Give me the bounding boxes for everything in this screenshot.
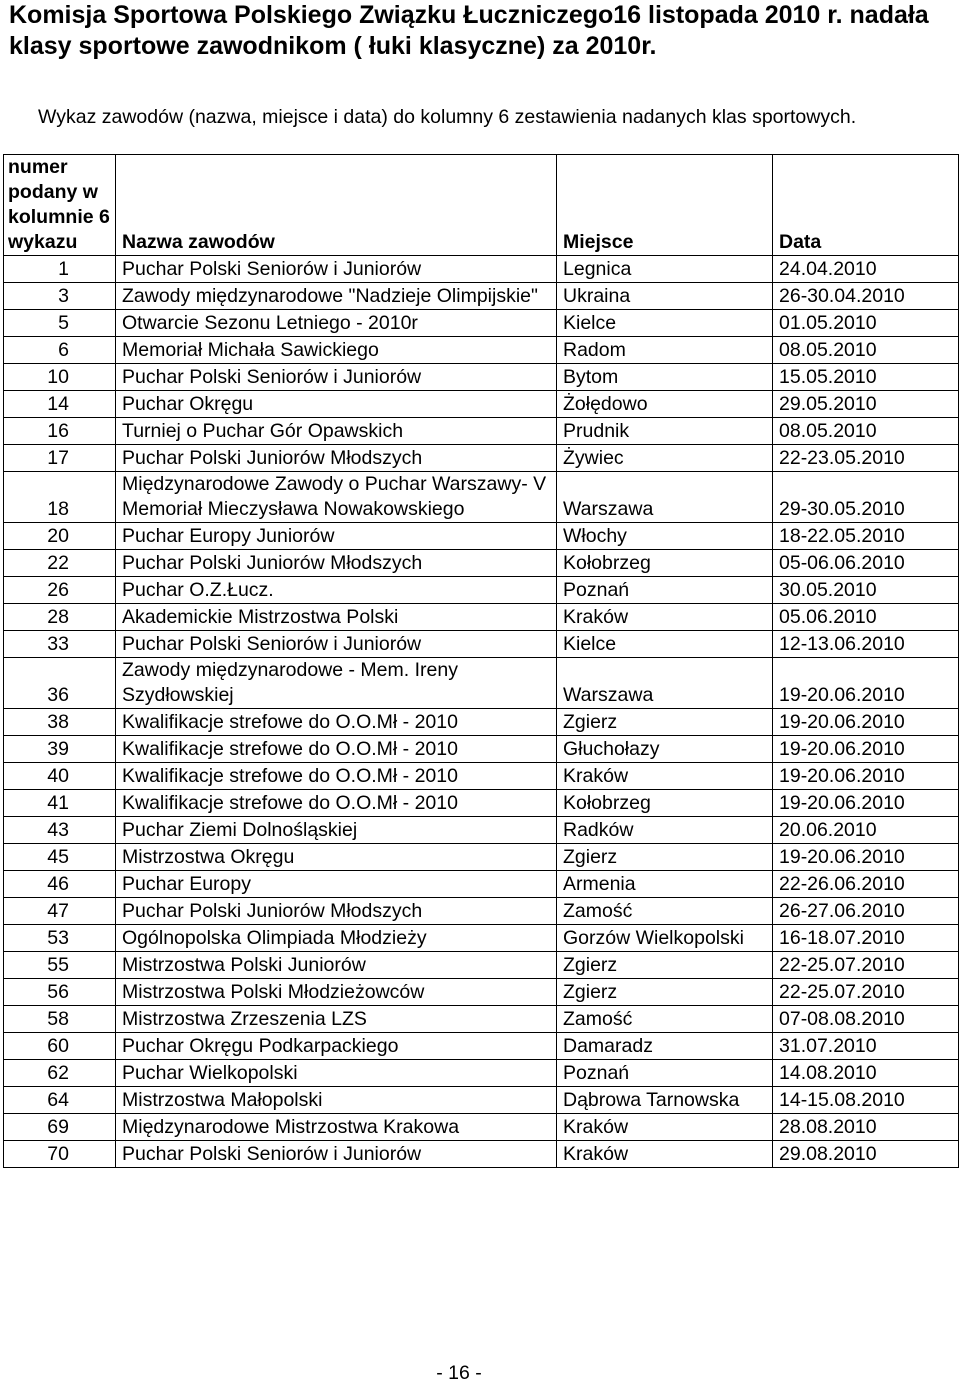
cell-date: 18-22.05.2010 (773, 523, 959, 550)
cell-number: 41 (4, 790, 116, 817)
cell-name: Puchar Europy (116, 871, 557, 898)
cell-name: Puchar Polski Seniorów i Juniorów (116, 1141, 557, 1168)
cell-number: 39 (4, 736, 116, 763)
cell-number: 16 (4, 418, 116, 445)
table-row (4, 418, 959, 445)
cell-name: Puchar O.Z.Łucz. (116, 577, 557, 604)
cell-number: 38 (4, 709, 116, 736)
cell-name: Zawody międzynarodowe - Mem. Ireny Szydłowskiej (116, 658, 557, 709)
table-row (4, 979, 959, 1006)
cell-date: 22-25.07.2010 (773, 979, 959, 1006)
cell-number: 22 (4, 550, 116, 577)
cell-number: 40 (4, 763, 116, 790)
table-row (4, 952, 959, 979)
cell-name: Puchar Polski Juniorów Młodszych (116, 550, 557, 577)
cell-number: 58 (4, 1006, 116, 1033)
cell-number: 70 (4, 1141, 116, 1168)
cell-date: 05.06.2010 (773, 604, 959, 631)
cell-number: 18 (4, 472, 116, 523)
table-row (4, 550, 959, 577)
table-body (4, 256, 959, 1168)
cell-date: 26-30.04.2010 (773, 283, 959, 310)
table-row (4, 1114, 959, 1141)
table-row (4, 256, 959, 283)
cell-number: 6 (4, 337, 116, 364)
cell-date: 19-20.06.2010 (773, 709, 959, 736)
cell-place: Zamość (557, 898, 773, 925)
table-row (4, 1033, 959, 1060)
cell-name: Międzynarodowe Mistrzostwa Krakowa (116, 1114, 557, 1141)
cell-number: 36 (4, 658, 116, 709)
cell-place: Warszawa (557, 472, 773, 523)
cell-place: Radom (557, 337, 773, 364)
cell-date: 12-13.06.2010 (773, 631, 959, 658)
cell-number: 47 (4, 898, 116, 925)
cell-name: Memoriał Michała Sawickiego (116, 337, 557, 364)
cell-date: 29-30.05.2010 (773, 472, 959, 523)
table-header-row (4, 155, 959, 256)
cell-number: 56 (4, 979, 116, 1006)
page-title: Komisja Sportowa Polskiego Związku Łuczniczego16 listopada 2010 r. nadała klasy sportowe zawodnikom ( łuki klasyczne) za 2010r. (9, 1, 929, 60)
cell-name: Puchar Okręgu Podkarpackiego (116, 1033, 557, 1060)
cell-place: Kraków (557, 1141, 773, 1168)
cell-name: Otwarcie Sezonu Letniego - 2010r (116, 310, 557, 337)
table-row (4, 391, 959, 418)
cell-place: Głuchołazy (557, 736, 773, 763)
cell-date: 19-20.06.2010 (773, 736, 959, 763)
cell-name: Kwalifikacje strefowe do O.O.Mł - 2010 (116, 790, 557, 817)
table-row (4, 445, 959, 472)
cell-name: Kwalifikacje strefowe do O.O.Mł - 2010 (116, 736, 557, 763)
cell-date: 22-25.07.2010 (773, 952, 959, 979)
cell-number: 10 (4, 364, 116, 391)
cell-date: 24.04.2010 (773, 256, 959, 283)
table-row (4, 364, 959, 391)
cell-place: Warszawa (557, 658, 773, 709)
cell-place: Poznań (557, 1060, 773, 1087)
cell-name: Mistrzostwa Okręgu (116, 844, 557, 871)
cell-place: Dąbrowa Tarnowska (557, 1087, 773, 1114)
cell-place: Zamość (557, 1006, 773, 1033)
table-row (4, 283, 959, 310)
table-row (4, 736, 959, 763)
cell-number: 28 (4, 604, 116, 631)
cell-name: Puchar Okręgu (116, 391, 557, 418)
cell-date: 19-20.06.2010 (773, 844, 959, 871)
cell-name: Mistrzostwa Małopolski (116, 1087, 557, 1114)
cell-name: Mistrzostwa Zrzeszenia LZS (116, 1006, 557, 1033)
cell-number: 1 (4, 256, 116, 283)
header-date: Data (773, 155, 959, 256)
cell-date: 01.05.2010 (773, 310, 959, 337)
cell-date: 08.05.2010 (773, 337, 959, 364)
cell-number: 43 (4, 817, 116, 844)
cell-number: 69 (4, 1114, 116, 1141)
cell-number: 60 (4, 1033, 116, 1060)
cell-name: Zawody międzynarodowe "Nadzieje Olimpijskie" (116, 283, 557, 310)
cell-place: Żołędowo (557, 391, 773, 418)
table-row (4, 1006, 959, 1033)
table-row (4, 1060, 959, 1087)
table-row (4, 817, 959, 844)
cell-date: 16-18.07.2010 (773, 925, 959, 952)
page-number: - 16 - (436, 1362, 482, 1384)
cell-place: Żywiec (557, 445, 773, 472)
cell-date: 08.05.2010 (773, 418, 959, 445)
table-row (4, 844, 959, 871)
table-row (4, 925, 959, 952)
cell-date: 30.05.2010 (773, 577, 959, 604)
header-number: numer podany w kolumnie 6 wykazu (4, 155, 116, 256)
table-row (4, 310, 959, 337)
cell-name: Turniej o Puchar Gór Opawskich (116, 418, 557, 445)
table-row (4, 658, 959, 709)
cell-place: Radków (557, 817, 773, 844)
cell-name: Kwalifikacje strefowe do O.O.Mł - 2010 (116, 709, 557, 736)
cell-place: Zgierz (557, 979, 773, 1006)
cell-name: Akademickie Mistrzostwa Polski (116, 604, 557, 631)
cell-number: 26 (4, 577, 116, 604)
cell-place: Włochy (557, 523, 773, 550)
cell-date: 05-06.06.2010 (773, 550, 959, 577)
cell-name: Puchar Polski Seniorów i Juniorów (116, 631, 557, 658)
cell-place: Legnica (557, 256, 773, 283)
cell-place: Zgierz (557, 952, 773, 979)
cell-place: Zgierz (557, 844, 773, 871)
page-subtitle: Wykaz zawodów (nazwa, miejsce i data) do kolumny 6 zestawienia nadanych klas sportowych. (38, 106, 857, 128)
table-row (4, 1141, 959, 1168)
cell-date: 22-26.06.2010 (773, 871, 959, 898)
cell-date: 20.06.2010 (773, 817, 959, 844)
cell-number: 62 (4, 1060, 116, 1087)
cell-date: 28.08.2010 (773, 1114, 959, 1141)
cell-place: Kielce (557, 310, 773, 337)
cell-name: Mistrzostwa Polski Juniorów (116, 952, 557, 979)
cell-date: 07-08.08.2010 (773, 1006, 959, 1033)
cell-number: 20 (4, 523, 116, 550)
cell-place: Poznań (557, 577, 773, 604)
cell-number: 53 (4, 925, 116, 952)
table-row (4, 1087, 959, 1114)
cell-date: 22-23.05.2010 (773, 445, 959, 472)
cell-name: Międzynarodowe Zawody o Puchar Warszawy- V Memoriał Mieczysława Nowakowskiego (116, 472, 557, 523)
cell-date: 31.07.2010 (773, 1033, 959, 1060)
table-row (4, 577, 959, 604)
cell-number: 64 (4, 1087, 116, 1114)
cell-name: Puchar Polski Seniorów i Juniorów (116, 364, 557, 391)
cell-name: Mistrzostwa Polski Młodzieżowców (116, 979, 557, 1006)
cell-place: Kraków (557, 604, 773, 631)
table-row (4, 472, 959, 523)
cell-number: 33 (4, 631, 116, 658)
cell-name: Puchar Ziemi Dolnośląskiej (116, 817, 557, 844)
table-row (4, 898, 959, 925)
cell-name: Puchar Polski Juniorów Młodszych (116, 445, 557, 472)
cell-name: Puchar Europy Juniorów (116, 523, 557, 550)
cell-place: Kraków (557, 763, 773, 790)
cell-date: 29.05.2010 (773, 391, 959, 418)
cell-number: 46 (4, 871, 116, 898)
cell-place: Damaradz (557, 1033, 773, 1060)
cell-place: Kołobrzeg (557, 790, 773, 817)
cell-place: Bytom (557, 364, 773, 391)
cell-place: Prudnik (557, 418, 773, 445)
cell-place: Zgierz (557, 709, 773, 736)
cell-name: Puchar Polski Juniorów Młodszych (116, 898, 557, 925)
competitions-table (3, 154, 959, 1168)
cell-number: 3 (4, 283, 116, 310)
header-place: Miejsce (557, 155, 773, 256)
table-row (4, 523, 959, 550)
table-row (4, 631, 959, 658)
header-name: Nazwa zawodów (116, 155, 557, 256)
table-row (4, 337, 959, 364)
table-row (4, 871, 959, 898)
cell-number: 5 (4, 310, 116, 337)
cell-number: 45 (4, 844, 116, 871)
cell-date: 19-20.06.2010 (773, 763, 959, 790)
cell-place: Gorzów Wielkopolski (557, 925, 773, 952)
table-row (4, 763, 959, 790)
table-row (4, 709, 959, 736)
cell-name: Ogólnopolska Olimpiada Młodzieży (116, 925, 557, 952)
cell-number: 55 (4, 952, 116, 979)
cell-place: Kołobrzeg (557, 550, 773, 577)
cell-place: Kraków (557, 1114, 773, 1141)
cell-number: 17 (4, 445, 116, 472)
cell-name: Puchar Polski Seniorów i Juniorów (116, 256, 557, 283)
cell-date: 26-27.06.2010 (773, 898, 959, 925)
cell-date: 14-15.08.2010 (773, 1087, 959, 1114)
cell-date: 19-20.06.2010 (773, 790, 959, 817)
cell-date: 19-20.06.2010 (773, 658, 959, 709)
cell-place: Armenia (557, 871, 773, 898)
cell-date: 15.05.2010 (773, 364, 959, 391)
cell-date: 29.08.2010 (773, 1141, 959, 1168)
cell-place: Ukraina (557, 283, 773, 310)
cell-name: Kwalifikacje strefowe do O.O.Mł - 2010 (116, 763, 557, 790)
table-row (4, 790, 959, 817)
cell-place: Kielce (557, 631, 773, 658)
table-row (4, 604, 959, 631)
cell-name: Puchar Wielkopolski (116, 1060, 557, 1087)
cell-number: 14 (4, 391, 116, 418)
cell-date: 14.08.2010 (773, 1060, 959, 1087)
